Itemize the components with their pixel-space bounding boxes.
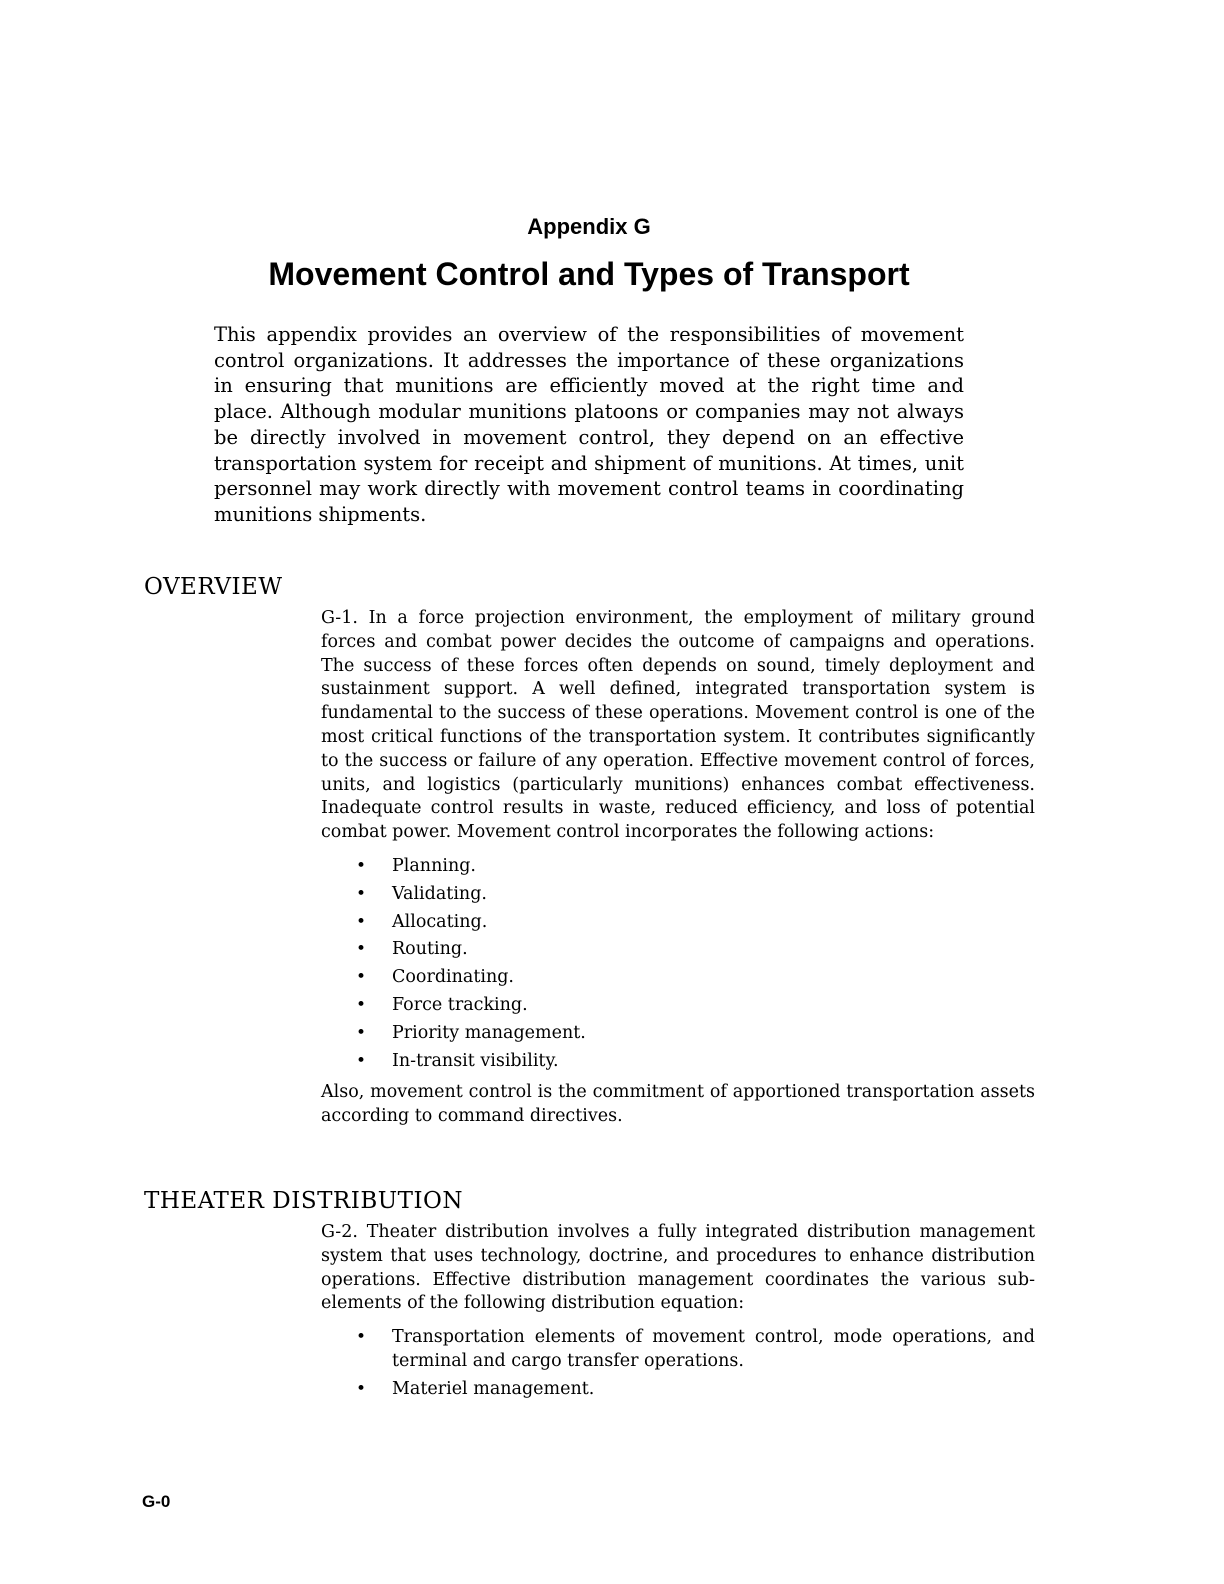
list-item-text: Allocating.	[392, 911, 488, 932]
list-item	[321, 1050, 1035, 1074]
bullet-icon: •	[356, 1050, 367, 1071]
theater-paragraph-g2: G-2. Theater distribution involves a fully integrated distribution management system that uses technology, doctrine, and procedures to enhance distribution operations. Effective distribution management coordinates the various sub-elements of the following distribution equation:	[321, 1222, 1035, 1314]
list-item	[321, 883, 1035, 907]
bullet-icon: •	[356, 883, 367, 904]
page-title: Movement Control and Types of Transport	[268, 256, 910, 292]
list-item	[321, 966, 1035, 990]
overview-paragraph-g1: G-1. In a force projection environment, the employment of military ground forces and combat power decides the outcome of campaigns and operations. The success of these forces often depends on sound, timely deployment and sustainment support. A well defined, integrated transportation system is fundamental to the success of these operations. Movement control is one of the most critical functions of the transportation system. It contributes significantly to the success or failure of any operation. Effective movement control of forces, units, and logistics (particularly munitions) enhances combat effectiveness. Inadequate control results in waste, reduced efficiency, and loss of potential combat power. Movement control incorporates the following actions:	[321, 608, 1035, 843]
list-item-text: Coordinating.	[392, 967, 514, 988]
bullet-icon: •	[356, 1022, 367, 1043]
intro-paragraph: This appendix provides an overview of the responsibilities of movement control organizations. It addresses the importance of these organizations in ensuring that munitions are efficiently moved at the right time and place. Although modular munitions platoons or companies may not always be directly involved in movement control, they depend on an effective transportation system for receipt and shipment of munitions. At times, unit personnel may work directly with movement control teams in coordinating munitions shipments.	[214, 323, 964, 526]
list-item	[321, 911, 1035, 935]
list-item-text: Validating.	[392, 883, 487, 904]
list-item-text: Force tracking.	[392, 994, 528, 1015]
overview-section	[321, 607, 1035, 1129]
list-item	[321, 938, 1035, 962]
page-number: G-0	[142, 1492, 171, 1511]
movement-control-actions-list	[321, 855, 1035, 1073]
bullet-icon: •	[356, 1327, 367, 1348]
overview-heading: OVERVIEW	[144, 574, 283, 600]
list-item-text: Transportation elements of movement control, mode operations, and terminal and cargo transfer operations.	[392, 1327, 1035, 1371]
appendix-label: Appendix G	[527, 214, 651, 239]
list-item-text: Materiel management.	[392, 1378, 595, 1399]
theater-distribution-heading: THEATER DISTRIBUTION	[144, 1188, 464, 1214]
list-item-text: Planning.	[392, 855, 476, 876]
list-item	[321, 1022, 1035, 1046]
list-item-text: In-transit visibility.	[392, 1050, 559, 1071]
list-item-text: Routing.	[392, 939, 468, 960]
bullet-icon: •	[356, 967, 367, 988]
bullet-icon: •	[356, 939, 367, 960]
distribution-equation-list	[321, 1326, 1035, 1401]
bullet-icon: •	[356, 911, 367, 932]
bullet-icon: •	[356, 1378, 367, 1399]
bullet-icon: •	[356, 994, 367, 1015]
overview-paragraph-closing: Also, movement control is the commitment of apportioned transportation assets according to command directives.	[321, 1082, 1035, 1127]
list-item	[321, 994, 1035, 1018]
bullet-icon: •	[356, 855, 367, 876]
list-item	[321, 855, 1035, 879]
list-item	[321, 1326, 1035, 1374]
list-item	[321, 1378, 1035, 1402]
theater-distribution-section	[321, 1221, 1035, 1410]
list-item-text: Priority management.	[392, 1022, 586, 1043]
